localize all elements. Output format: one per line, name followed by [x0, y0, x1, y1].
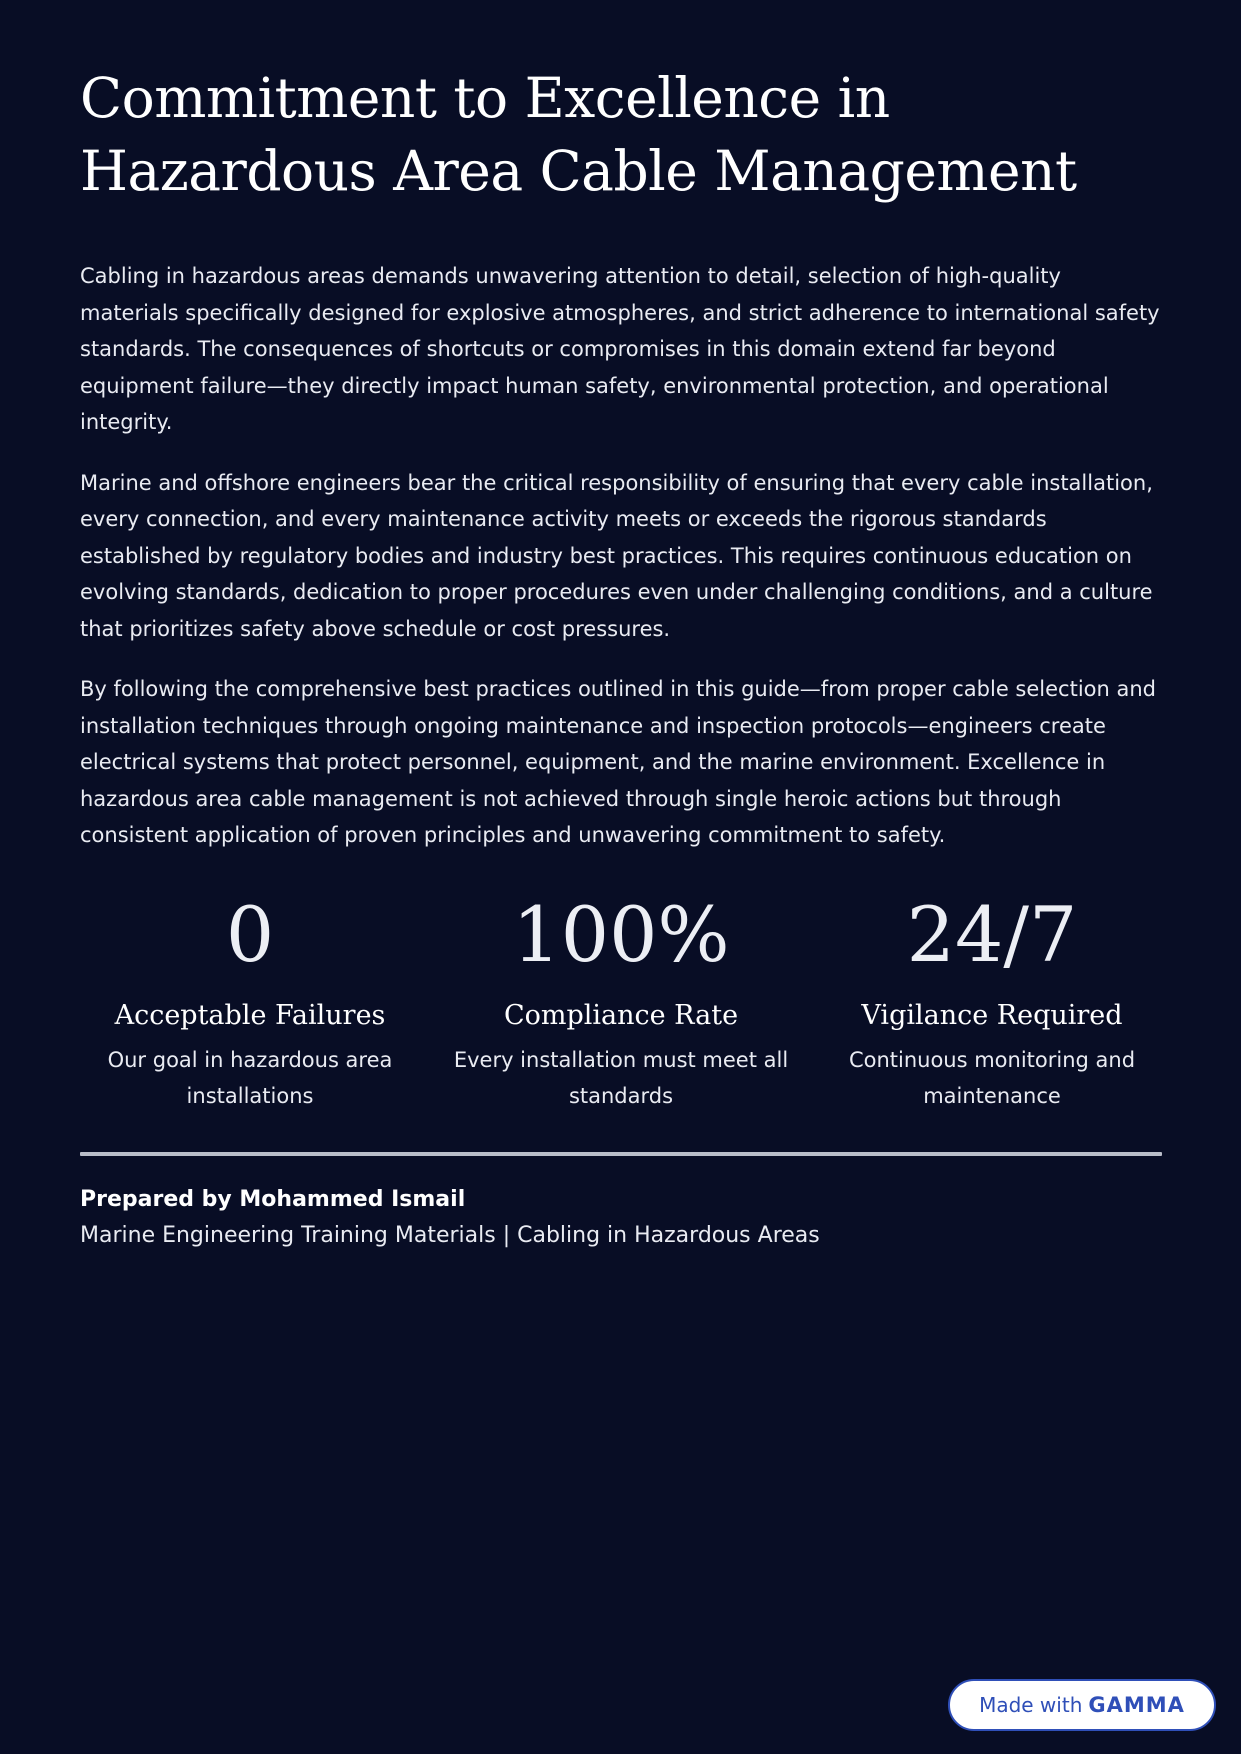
stat-label: Compliance Rate — [503, 999, 739, 1031]
stat-value: 0 — [225, 889, 275, 979]
body-paragraph-3: By following the comprehensive best practices outlined in this guide—from proper cable selection and installation techniques through ongoing maintenance and inspection protocols—engineers create electrical systems that protect personnel, equipment, and the marine environment. Excellence in hazardous area cable management is not achieved through single heroic actions but through consistent application of proven principles and unwavering commitment to safety. — [80, 677, 1157, 847]
body-paragraph-1: Cabling in hazardous areas demands unwavering attention to detail, selection of high-quality materials specifically designed for explosive atmospheres, and strict adherence to international safety standards. The consequences of shortcuts or compromises in this domain extend far beyond equipment failure—they directly impact human safety, environmental protection, and operational integrity. — [80, 264, 1160, 434]
badge-prefix: Made with — [979, 1693, 1083, 1717]
section-divider — [80, 1152, 1162, 1156]
page-title: Commitment to Excellence in Hazardous Area Cable Management — [80, 66, 1077, 203]
body-paragraph-2: Marine and offshore engineers bear the critical responsibility of ensuring that every cable installation, every connection, and every maintenance activity meets or exceeds the rigorous standards established by regulatory bodies and industry best practices. This requires continuous education on evolving standards, dedication to proper procedures even under challenging conditions, and a culture that prioritizes safety above schedule or cost pressures. — [80, 470, 1153, 641]
stat-compliance-rate — [451, 890, 791, 1114]
made-with-gamma-badge[interactable] — [948, 1679, 1216, 1731]
stats-row — [80, 890, 1162, 1114]
stat-value: 100% — [512, 889, 730, 979]
stat-description: Every installation must meet all standards — [453, 1047, 789, 1108]
footer-subline: Marine Engineering Training Materials | Cabling in Hazardous Areas — [80, 1222, 820, 1248]
stat-description: Continuous monitoring and maintenance — [848, 1047, 1136, 1108]
stat-label: Acceptable Failures — [114, 999, 386, 1031]
stat-label: Vigilance Required — [861, 999, 1123, 1031]
stat-value: 24/7 — [906, 889, 1078, 979]
stat-acceptable-failures — [80, 890, 420, 1114]
prepared-by: Prepared by Mohammed Ismail — [80, 1186, 466, 1212]
gamma-logo: GAMMA — [1088, 1693, 1185, 1717]
stat-vigilance-required — [822, 890, 1162, 1114]
document-page — [80, 62, 1162, 1254]
stat-description: Our goal in hazardous area installations — [107, 1047, 393, 1108]
